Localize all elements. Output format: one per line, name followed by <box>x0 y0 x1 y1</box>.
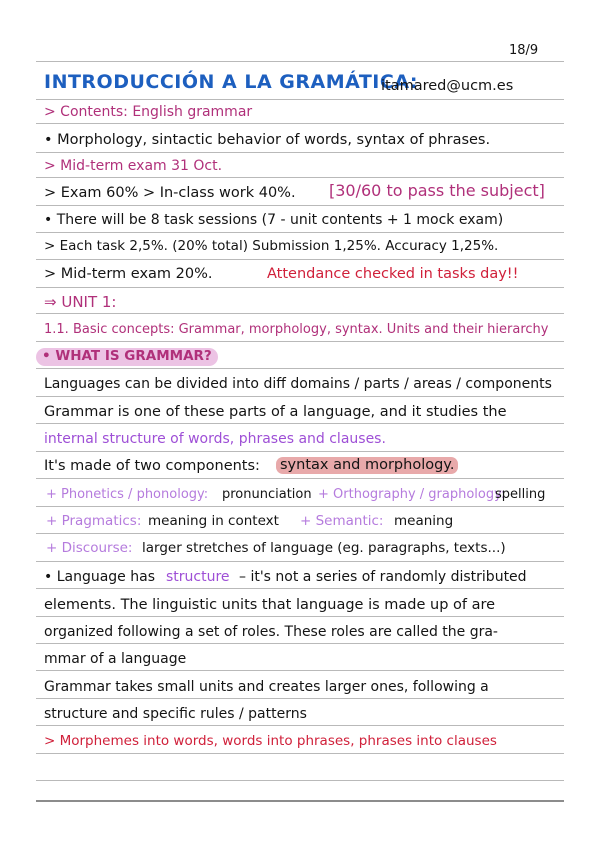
ruled-line <box>36 99 564 100</box>
ruled-line <box>36 670 564 671</box>
author-email: itamared@ucm.es <box>381 78 514 94</box>
ruled-line <box>36 341 564 342</box>
paragraph-1-line: internal structure of words, phrases and clauses. <box>44 431 386 447</box>
ruled-line <box>36 533 564 534</box>
pragmatics-value: meaning in context <box>148 513 279 529</box>
each-task-line: > Each task 2,5%. (20% total) Submission 1,25%. Accuracy 1,25%. <box>44 238 499 254</box>
phonetics-value: pronunciation <box>222 487 312 502</box>
what-is-grammar-heading: • WHAT IS GRAMMAR? <box>36 348 218 366</box>
ruled-line <box>36 478 564 479</box>
pass-note: [30/60 to pass the subject] <box>329 181 545 200</box>
paragraph-1-line: Grammar is one of these parts of a language, and it studies the <box>44 404 507 420</box>
midterm-weight-line: > Mid-term exam 20%. <box>44 266 213 282</box>
midterm-date-line: > Mid-term exam 31 Oct. <box>44 158 223 174</box>
paragraph-3-line: structure and specific rules / patterns <box>44 706 307 722</box>
discourse-label: + Discourse: <box>46 540 133 556</box>
unit-heading: ⇒ UNIT 1: <box>44 293 117 311</box>
morphology-line: • Morphology, sintactic behavior of words, syntax of phrases. <box>44 132 491 148</box>
semantic-value: meaning <box>394 513 454 529</box>
attendance-note: Attendance checked in tasks day!! <box>267 266 519 282</box>
structure-word: structure <box>166 569 230 585</box>
paragraph-2-line: organized following a set of roles. These roles are called the gra- <box>44 624 498 640</box>
paragraph-3-line: Grammar takes small units and creates larger ones, following a <box>44 679 489 695</box>
semantic-label: + Semantic: <box>300 513 384 529</box>
bottom-rule <box>36 800 564 802</box>
paragraph-2-line: mmar of a language <box>44 651 187 667</box>
orthography-label: + Orthography / graphology: <box>318 487 506 502</box>
phonetics-label: + Phonetics / phonology: <box>46 487 209 502</box>
ruled-line <box>36 259 564 260</box>
ruled-line <box>36 643 564 644</box>
ruled-line <box>36 177 564 178</box>
ruled-line <box>36 313 564 314</box>
ruled-line <box>36 123 564 124</box>
two-components-line: It's made of two components: <box>44 458 260 474</box>
page-number: 18/9 <box>509 43 539 58</box>
ruled-line <box>36 61 564 62</box>
structure-line-start: • Language has <box>44 569 155 585</box>
two-components-highlight: syntax and morphology. <box>276 457 458 474</box>
morphemes-line: > Morphemes into words, words into phrases, phrases into clauses <box>44 733 497 749</box>
ruled-line <box>36 152 564 153</box>
orthography-value: spelling <box>495 487 546 502</box>
ruled-line <box>36 698 564 699</box>
ruled-line <box>36 396 564 397</box>
structure-line-end: – it's not a series of randomly distributed <box>239 569 527 585</box>
paragraph-2-line: elements. The linguistic units that language is made up of are <box>44 597 496 613</box>
ruled-line <box>36 232 564 233</box>
ruled-line <box>36 725 564 726</box>
ruled-line <box>36 616 564 617</box>
ruled-line <box>36 588 564 589</box>
task-sessions-line: • There will be 8 task sessions (7 - unit contents + 1 mock exam) <box>44 212 504 228</box>
ruled-line <box>36 451 564 452</box>
ruled-line <box>36 423 564 424</box>
ruled-line <box>36 506 564 507</box>
ruled-line <box>36 561 564 562</box>
exam-weight-line: > Exam 60% > In-class work 40%. <box>44 185 296 201</box>
ruled-line <box>36 287 564 288</box>
basic-concepts-line: 1.1. Basic concepts: Grammar, morphology, syntax. Units and their hierarchy <box>44 322 549 337</box>
ruled-line <box>36 780 564 781</box>
paragraph-1-line: Languages can be divided into diff domains / parts / areas / components <box>44 376 552 392</box>
ruled-line <box>36 368 564 369</box>
pragmatics-label: + Pragmatics: <box>46 513 142 529</box>
ruled-line <box>36 753 564 754</box>
page-title: INTRODUCCIÓN A LA GRAMÁTICA: <box>44 71 418 93</box>
discourse-value: larger stretches of language (eg. paragraphs, texts...) <box>142 540 506 556</box>
contents-line: > Contents: English grammar <box>44 104 253 120</box>
ruled-line <box>36 205 564 206</box>
